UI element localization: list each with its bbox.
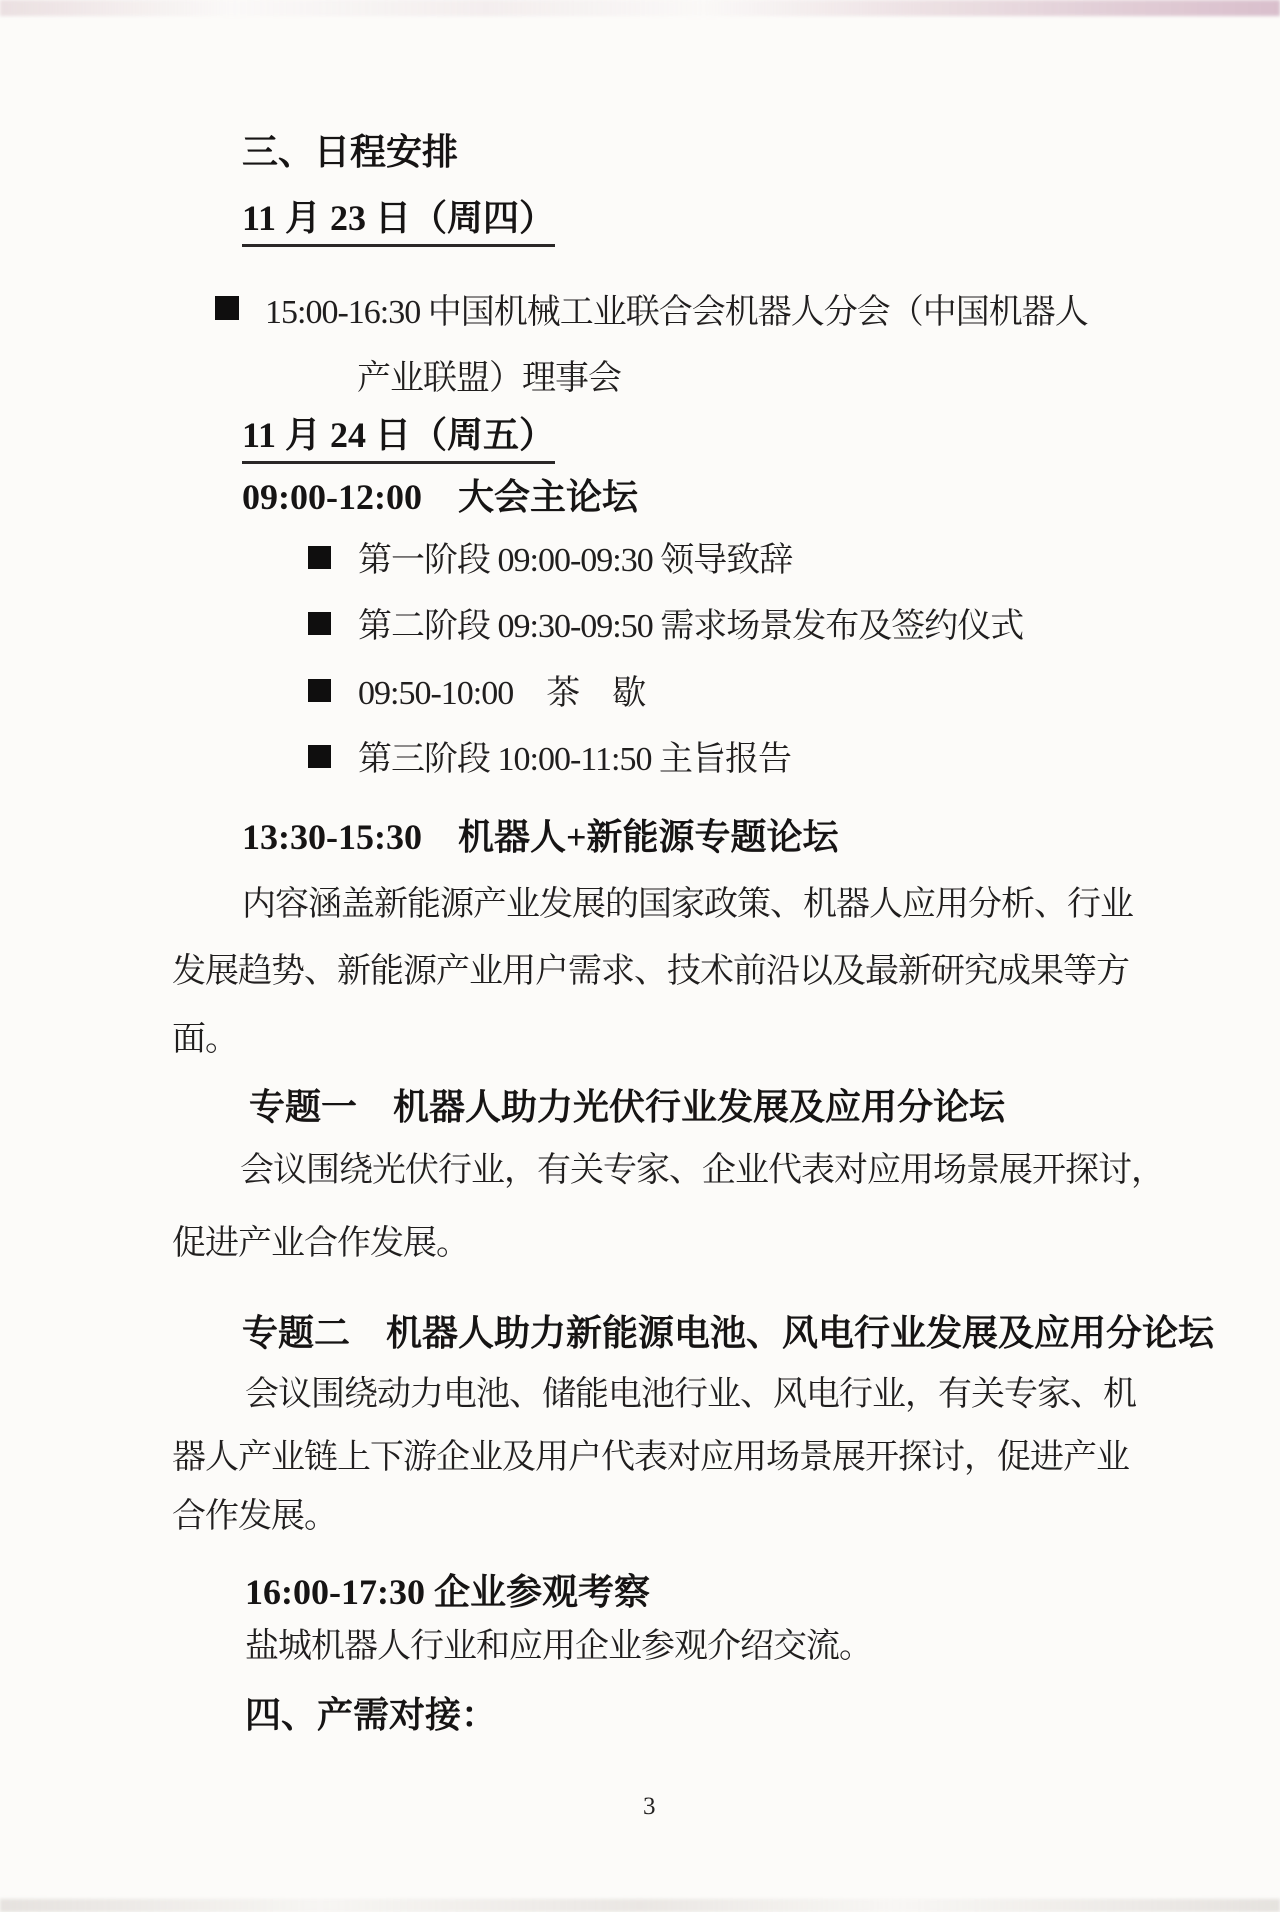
new-energy-desc-line1: 内容涵盖新能源产业发展的国家政策、机器人应用分析、行业: [242, 886, 1133, 923]
day2-date-underlined-text: 11 月 24 日（周五）: [242, 415, 555, 464]
topic-1-title: 专题一 机器人助力光伏行业发展及应用分论坛: [249, 1087, 1006, 1127]
visit-desc: 盐城机器人行业和应用企业参观介绍交流。: [245, 1628, 872, 1665]
visit-title: 16:00-17:30 企业参观考察: [245, 1572, 650, 1612]
stage-3-text: 09:50-10:00 茶 歇: [358, 675, 646, 712]
main-forum-stage-1: [308, 541, 792, 582]
main-forum-stage-3: [308, 674, 645, 715]
scan-artifact-bottom: [0, 1899, 1280, 1912]
section-3-heading: 三、日程安排: [242, 132, 459, 172]
scan-artifact-top: [0, 0, 1280, 16]
new-energy-desc-line2: 发展趋势、新能源产业用户需求、技术前沿以及最新研究成果等方: [172, 953, 1129, 990]
bullet-square-icon: [215, 296, 239, 320]
topic-1-desc-line1: 会议围绕光伏行业，有关专家、企业代表对应用场景展开探讨，: [240, 1152, 1164, 1189]
main-forum-title: 09:00-12:00 大会主论坛: [242, 477, 638, 517]
topic-2-title: 专题二 机器人助力新能源电池、风电行业发展及应用分论坛: [242, 1313, 1215, 1353]
bullet-square-icon: [308, 679, 331, 702]
stage-1-text: 第一阶段 09:00-09:30 领导致辞: [358, 542, 793, 579]
topic-2-desc-line2: 器人产业链上下游企业及用户代表对应用场景展开探讨，促进产业: [172, 1439, 1129, 1476]
bullet-square-icon: [308, 546, 331, 569]
page-number: 3: [643, 1793, 656, 1820]
bullet-square-icon: [308, 612, 331, 635]
day1-date-underlined-text: 11 月 23 日（周四）: [242, 198, 555, 247]
bullet-square-icon: [308, 745, 331, 768]
stage-4-text: 第三阶段 10:00-11:50 主旨报告: [358, 741, 791, 778]
stage-2-text: 第二阶段 09:30-09:50 需求场景发布及签约仪式: [358, 608, 1024, 645]
topic-1-desc-line2: 促进产业合作发展。: [172, 1225, 469, 1262]
topic-2-desc-line1: 会议围绕动力电池、储能电池行业、风电行业，有关专家、机: [245, 1376, 1136, 1413]
section-4-heading: 四、产需对接：: [245, 1695, 498, 1735]
day1-date-heading: [242, 197, 555, 240]
main-forum-stage-2: [308, 607, 1023, 648]
day1-event-line1: [215, 293, 1088, 334]
new-energy-desc-line3: 面。: [172, 1021, 238, 1058]
day1-event-line2: 产业联盟）理事会: [357, 360, 621, 397]
main-forum-stage-4: [308, 740, 791, 781]
new-energy-forum-title: 13:30-15:30 机器人+新能源专题论坛: [242, 817, 839, 857]
topic-2-desc-line3: 合作发展。: [172, 1498, 337, 1535]
day2-date-heading: [242, 414, 555, 457]
day1-event-line1-text: 15:00-16:30 中国机械工业联合会机器人分会（中国机器人: [265, 294, 1088, 331]
